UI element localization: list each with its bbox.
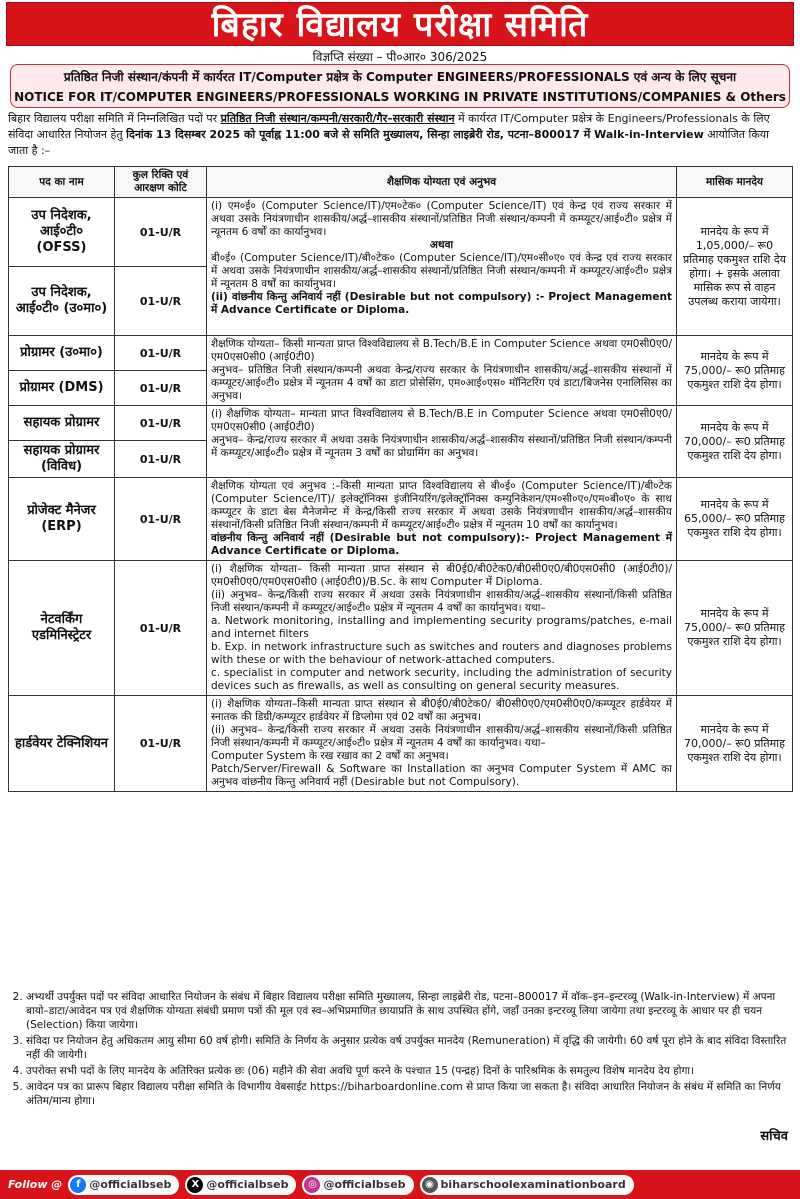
table-row	[9, 198, 793, 267]
post-count: 01-U/R	[115, 478, 207, 561]
follow-label: Follow @	[8, 1178, 63, 1191]
facebook-link[interactable]	[68, 1175, 179, 1195]
monthly-pay: मानदेय के रूप में 65,000/– रू0 प्रतिमाह एकमुश्त राशि देय होगा।	[677, 478, 793, 561]
qual-line: (i) शैक्षणिक योग्यता– मान्यता प्राप्त विश्वविद्यालय से B.Tech/B.E in Computer Science अथवा एम0सी0ए0/एम0एस0सी0 (आई0टी0)	[211, 408, 672, 433]
notice-number: विज्ञप्ति संख्या – पी०आर० 306/2025	[312, 50, 488, 64]
notes-list	[8, 990, 792, 1108]
notes-section	[8, 990, 792, 1110]
subject-box	[10, 64, 790, 108]
x-link[interactable]	[185, 1175, 296, 1195]
post-count: 01-U/R	[115, 561, 207, 696]
table-row	[9, 336, 793, 371]
facebook-handle: @officialbseb	[89, 1178, 172, 1191]
x-handle: @officialbseb	[206, 1178, 289, 1191]
qual-line: (ii) अनुभव– केन्द्र/किसी राज्य सरकार में अथवा उसके नियंत्रणाधीन शासकीय/अर्द्ध–शासकीय संस्थानों/किसी प्रतिष्ठित निजी संस्थान/कम्पनी में कम्प्यूटर/आई०टी० प्रक्षेत्र में न्यूनतम 4 वर्षों का कार्यानुभव। यथा–	[211, 589, 672, 614]
qual-line: शैक्षणिक योग्यता– किसी मान्यता प्राप्त विश्वविद्यालय से B.Tech/B.E in Computer Science अथवा एम0सी0ए0/एम0एस0सी0 (आई0टी0)	[211, 338, 672, 363]
header-count: कुल रिक्ति एवं आरक्षण कोटि	[115, 167, 207, 198]
social-footer	[0, 1170, 800, 1199]
note-item: 4. उपरोक्त सभी पदों के लिए मानदेय के अतिरिक्त प्रत्येक छः (06) महीने की सेवा अवधि पूर्ण करने के पश्चात 15 (पन्द्रह) दिनों के पारिश्रमिक के समतुल्य विशेष मानदेय देय होगा।	[26, 1064, 792, 1078]
post-name: हार्डवेयर टेक्निशियन	[9, 696, 115, 792]
qual-line: a. Network monitoring, installing and implementing security programs/patches, e-mail and internet filters	[211, 615, 672, 640]
post-name: सहायक प्रोग्रामर (विविध)	[9, 441, 115, 478]
facebook-icon: f	[70, 1177, 86, 1193]
instagram-handle: @officialbseb	[323, 1178, 406, 1191]
table-row	[9, 696, 793, 792]
globe-icon: ◉	[422, 1177, 438, 1193]
intro-part2: प्रतिष्ठित निजी संस्थान/कम्पनी/सरकारी/गैर–सरकारी संस्थान	[220, 112, 455, 125]
post-count: 01-U/R	[115, 371, 207, 406]
signature-secretary: सचिव	[760, 1129, 788, 1144]
monthly-pay: मानदेय के रूप में 70,000/– रू0 प्रतिमाह एकमुश्त राशि देय होगा।	[677, 406, 793, 478]
qual-line: Computer System के रख रखाव का 2 वर्षों का अनुभव।	[211, 750, 449, 762]
post-count: 01-U/R	[115, 696, 207, 792]
qual-line: शैक्षणिक योग्यता एवं अनुभव :–किसी मान्यता प्राप्त विश्वविद्यालय से बी०ई० (Computer Science/IT)/बी०टेक (Computer Science/IT)/ इलेक्ट्रॉनिक्स इंजीनियरिंग/इलेक्ट्रॉनिक्स कम्युनिकेशन/एम०सी०ए०/एम०बी०ए० के साथ कम्प्यूटर के डाटा बेस मैनेजमेन्ट में केन्द्र/किसी राज्य सरकार में अथवा उसके नियंत्रणाधीन शासकीय/अर्द्ध–शासकीय संस्थानों/किसी प्रतिष्ठित निजी संस्थान/कम्पनी में कम्प्यूटर/आई०टी० प्रक्षेत्र में न्यूनतम 10 वर्षों का कार्यानुभव।	[211, 480, 672, 531]
intro-paragraph	[8, 111, 792, 159]
note-item: 2. अभ्यर्थी उपर्युक्त पदों पर संविदा आधारित नियोजन के संबंध में बिहार विद्यालय परीक्षा समिति मुख्यालय, सिन्हा लाइब्रेरी रोड, पटना–800017 में वॉक–इन–इन्टरव्यू (Walk-in-Interview) में अपना बायो–डाटा/आवेदन पत्र एवं शैक्षणिक योग्यता संबंधी प्रमाण पत्रों की मूल एवं स्व–अभिप्रमाणित छायाप्रति के साथ उपस्थित होंगे, जहाँ उनका इन्टरव्यू लिया जायेगा तथा इन्टरव्यू के आधार पर ही चयन (Selection) किया जायेगा।	[26, 990, 792, 1032]
header-post: पद का नाम	[9, 167, 115, 198]
table-row	[9, 561, 793, 696]
qualification	[207, 561, 677, 696]
qual-line: b. Exp. in network infrastructure such as switches and routers and diagnoses problems with these or with the behaviour of network-attached computers.	[211, 641, 672, 666]
note-item: 5. आवेदन पत्र का प्रारूप बिहार विद्यालय परीक्षा समिति के विभागीय वेबसाईट https://biharboardonline.com से प्राप्त किया जा सकता है। संविदा आधारित नियोजन के संबंध में समिति का निर्णय अंतिम/मान्य होगा।	[26, 1080, 792, 1108]
table-row	[9, 406, 793, 441]
qual-line: बी०ई० (Computer Science/IT)/बी०टेक० (Computer Science/IT)/एम०सी०ए० एवं केन्द्र एवं राज्य सरकार में अथवा उसके नियंत्रणाधीन शासकीय/अर्द्ध–शासकीय संस्थानों/प्रतिष्ठित निजी संस्थान/कम्पनी में कम्प्यूटर/आई०टी० प्रक्षेत्र में न्यूनतम 8 वर्षों का कार्यानुभव।	[211, 252, 672, 290]
qual-line: (i) शैक्षणिक योग्यता– किसी मान्यता प्राप्त संस्थान से बी0ई0/बी0टेक0/बी0सी0ए0/बी0एस0सी0 (आई0टी0)/एम0सी0ए0/एम0एस0सी0 (आई0टी0)/B.Sc. के साथ Computer में Diploma.	[211, 563, 672, 588]
post-count: 01-U/R	[115, 198, 207, 267]
qual-line: c. specialist in computer and network security, including the administration of security devices such as firewalls, as well as consulting on general security measures.	[211, 667, 672, 692]
x-icon: X	[187, 1177, 203, 1193]
post-name: प्रोजेक्ट मैनेजर (ERP)	[9, 478, 115, 561]
post-count: 01-U/R	[115, 441, 207, 478]
header-pay: मासिक मानदेय	[677, 167, 793, 198]
monthly-pay: मानदेय के रूप में 70,000/– रू0 प्रतिमाह एकमुश्त राशि देय होगा।	[677, 696, 793, 792]
subject-hindi: प्रतिष्ठित निजी संस्थान/कंपनी में कार्यरत IT/Computer प्रक्षेत्र के Computer ENGINEERS/PROFESSIONALS एवं अन्य के लिए सूचना	[63, 70, 737, 84]
qual-line: (ii) अनुभव– केन्द्र/किसी राज्य सरकार में अथवा उसके नियंत्रणाधीन शासकीय/अर्द्ध–शासकीय संस्थानों/किसी प्रतिष्ठित निजी संस्थान/कम्पनी में कम्प्यूटर/आई०टी० प्रक्षेत्र में न्यूनतम 4 वर्षों का कार्यानुभव। यथा–	[211, 724, 672, 749]
qual-line: (i) एम०ई० (Computer Science/IT)/एम०टेक० (Computer Science/IT) एवं केन्द्र एवं राज्य सरकार में अथवा उसके नियंत्रणाधीन शासकीय/अर्द्ध–शासकीय संस्थानों/प्रतिष्ठित निजी संस्थान/कम्पनी में कम्प्यूटर/आई०टी० प्रक्षेत्र में न्यूनतम 6 वर्षों का कार्यानुभव।	[211, 200, 672, 238]
header-qual: शैक्षणिक योग्यता एवं अनुभव	[207, 167, 677, 198]
post-name: प्रोग्रामर (DMS)	[9, 371, 115, 406]
qualification	[207, 336, 677, 406]
post-name: नेटवर्किंग एडमिनिस्ट्रेटर	[9, 561, 115, 696]
qualification	[207, 478, 677, 561]
qual-line: अनुभव– प्रतिष्ठित निजी संस्थान/कम्पनी अथवा केन्द्र/राज्य सरकार के नियंत्रणाधीन शासकीय/अर्द्ध–शासकीय संस्थानों में कम्प्यूटर/आई०टी० प्रक्षेत्र में न्यूनतम 4 वर्षों का डाटा प्रोसेसिंग, एम०आई०एस० मॉनिटरिंग एवं डाटा/बिजनेस एनालिसिस का अनुभव।	[211, 364, 672, 402]
qualification	[207, 696, 677, 792]
monthly-pay: मानदेय के रूप में 75,000/– रू0 प्रतिमाह एकमुश्त राशि देय होगा।	[677, 336, 793, 406]
board-title: बिहार विद्यालय परीक्षा समिति	[6, 2, 794, 46]
qual-line: अनुभव– केन्द्र/राज्य सरकार में अथवा उसके नियंत्रणाधीन शासकीय/अर्द्ध–शासकीय संस्थानों/प्रतिष्ठित निजी संस्थान/कम्पनी में कम्प्यूटर/आई०टी० प्रक्षेत्र में न्यूनतम 3 वर्षों का प्रोग्रामिंग का अनुभव।	[211, 434, 672, 459]
qual-line: वांछनीय किन्तु अनिवार्य नहीं (Desirable but not compulsory):- Project Management में Advance Certificate or Diploma.	[211, 532, 672, 557]
qualification	[207, 198, 677, 336]
instagram-icon: ◎	[304, 1177, 320, 1193]
post-count: 01-U/R	[115, 336, 207, 371]
instagram-link[interactable]	[302, 1175, 413, 1195]
intro-part4: दिनांक 13 दिसम्बर 2025 को पूर्वाह्न 11:00 बजे से समिति मुख्यालय, सिन्हा लाइब्रेरी रोड, पटना–800017 में Walk-in-Interview	[126, 128, 704, 141]
post-name: प्रोग्रामर (उ०मा०)	[9, 336, 115, 371]
monthly-pay: मानदेय के रूप में 75,000/– रू0 प्रतिमाह एकमुश्त राशि देय होगा।	[677, 561, 793, 696]
qual-line: (ii) वांछनीय किन्तु अनिवार्य नहीं (Desirable but not compulsory) :- Project Management में Advance Certificate or Diploma.	[211, 291, 672, 316]
website-name: biharschoolexaminationboard	[440, 1178, 626, 1191]
monthly-pay: मानदेय के रूप में 1,05,000/– रू0 प्रतिमाह एकमुश्त राशि देय होगा। + इसके अलावा मासिक रूप से वाहन उपलब्ध कराया जायेगा।	[677, 198, 793, 336]
post-count: 01-U/R	[115, 406, 207, 441]
qual-line: Patch/Server/Firewall & Software का Installation का अनुभव Computer System में AMC का अनुभव वांछनीय किन्तु अनिवार्य नहीं (Desirable but not Compulsory).	[211, 763, 672, 788]
qual-or: अथवा	[429, 239, 454, 251]
subject-english: NOTICE FOR IT/COMPUTER ENGINEERS/PROFESSIONALS WORKING IN PRIVATE INSTITUTIONS/COMPANIES & Others	[14, 90, 786, 104]
post-name: सहायक प्रोग्रामर	[9, 406, 115, 441]
table-row	[9, 478, 793, 561]
intro-part3: में कार्यरत IT/Computer प्रक्षेत्र के Engineers/Professionals के लिए संविदा आधारित नियोजन हेतु	[8, 112, 770, 141]
post-name: उप निदेशक, आई०टी० (OFSS)	[9, 198, 115, 267]
website-link[interactable]	[420, 1175, 634, 1195]
note-item: 3. संविदा पर नियोजन हेतु अधिकतम आयु सीमा 60 वर्ष होगी। समिति के निर्णय के अनुसार प्रत्येक वर्ष उपर्युक्त मानदेय (Remuneration) में वृद्धि की जायेगी। 60 वर्ष पूरा होने के बाद संविदा विस्तारित नहीं की जायेगी।	[26, 1034, 792, 1062]
post-count: 01-U/R	[115, 267, 207, 336]
posts-table-wrap	[8, 166, 792, 986]
post-name: उप निदेशक, आई०टी० (उ०मा०)	[9, 267, 115, 336]
intro-part5: आयोजित किया जाता है :–	[8, 128, 770, 157]
table-header-row	[9, 167, 793, 198]
qualification	[207, 406, 677, 478]
intro-part1: बिहार विद्यालय परीक्षा समिति में निम्नलिखित पदों पर	[8, 112, 221, 125]
posts-table	[8, 166, 793, 792]
qual-line: (i) शैक्षणिक योग्यता–किसी मान्यता प्राप्त संस्थान से बी0ई0/बी0टेक0/ बी0सी0ए0/एम0सी0ए0/कम्प्यूटर हार्डवेयर में स्नातक की डिग्री/कम्प्यूटर हार्डवेयर में डिप्लोमा एवं 02 वर्षों का अनुभव।	[211, 698, 672, 723]
